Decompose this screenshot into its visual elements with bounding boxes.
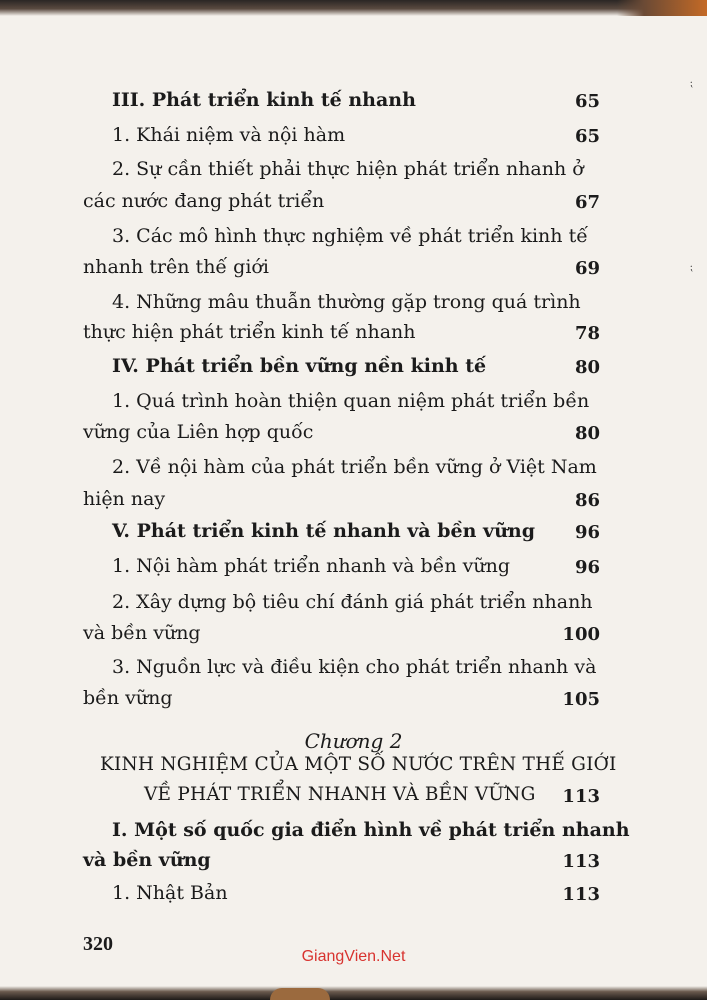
watermark: GiangVien.Net <box>301 948 406 965</box>
toc-entry-page: 86 <box>574 490 600 511</box>
toc-entry-title: 2. Xây dựng bộ tiêu chí đánh giá phát triển nhanh <box>112 591 593 613</box>
toc-entry-page: 80 <box>574 423 600 444</box>
toc-entry-title: 2. Về nội hàm của phát triển bền vững ở Việt Nam <box>112 456 597 478</box>
toc-entry-title: 1. Nội hàm phát triển nhanh và bền vững <box>112 555 511 577</box>
toc-entry-title: IV. Phát triển bền vững nền kinh tế <box>112 355 487 377</box>
toc-entry-page: 80 <box>574 357 600 378</box>
page-number: 320 <box>83 933 113 955</box>
chapter-page: 113 <box>562 786 600 807</box>
toc-entry-title: V. Phát triển kinh tế nhanh và bền vững <box>112 520 535 542</box>
finger-shadow <box>270 988 330 1000</box>
toc-entry-title-cont: và bền vững <box>83 622 201 644</box>
toc-entry-page: 96 <box>574 522 600 543</box>
toc-entry-title-cont: thực hiện phát triển kinh tế nhanh <box>83 321 416 343</box>
margin-mark: ⁏ <box>689 262 693 273</box>
toc-entry-title: 1. Khái niệm và nội hàm <box>112 124 346 146</box>
chapter-number: Chương 2 <box>304 729 403 753</box>
toc-entry-page: 100 <box>562 624 600 645</box>
toc-entry-page: 113 <box>562 851 600 872</box>
toc-entry-title: 1. Quá trình hoàn thiện quan niệm phát triển bền <box>112 390 590 412</box>
toc-entry-title-cont: nhanh trên thế giới <box>83 256 269 278</box>
toc-entry-title: 3. Các mô hình thực nghiệm về phát triển kinh tế <box>112 225 588 247</box>
toc-entry-page: 69 <box>574 258 600 279</box>
toc-entry-page: 96 <box>574 557 600 578</box>
toc-entry-title-cont: các nước đang phát triển <box>83 190 325 212</box>
margin-mark: ⁏ <box>689 78 693 89</box>
toc-entry-page: 67 <box>574 192 600 213</box>
toc-entry-title: 1. Nhật Bản <box>112 882 228 904</box>
toc-entry-title: 2. Sự cần thiết phải thực hiện phát triển nhanh ở <box>112 158 584 180</box>
toc-entry-title: III. Phát triển kinh tế nhanh <box>112 89 416 111</box>
toc-entry-page: 113 <box>562 884 600 905</box>
toc-entry-page: 105 <box>562 689 600 710</box>
toc-entry-title-cont: và bền vững <box>83 849 211 871</box>
toc-entry-page: 65 <box>574 126 600 147</box>
toc-entry-title-cont: hiện nay <box>83 488 166 510</box>
page-bottom-edge <box>0 986 707 1000</box>
chapter-title-line2: VỀ PHÁT TRIỂN NHANH VÀ BỀN VỮNG <box>144 784 536 805</box>
toc-entry-title-cont: bền vững <box>83 687 173 709</box>
toc-entry-title: 4. Những mâu thuẫn thường gặp trong quá trình <box>112 291 581 313</box>
chapter-title-line1: KINH NGHIỆM CỦA MỘT SỐ NƯỚC TRÊN THẾ GIỚI <box>100 754 617 775</box>
toc-entry-title: 3. Nguồn lực và điều kiện cho phát triển nhanh và <box>112 656 597 678</box>
toc-entry-title: I. Một số quốc gia điển hình về phát triển nhanh <box>112 819 630 841</box>
toc-entry-page: 65 <box>574 91 600 112</box>
toc-entry-page: 78 <box>574 323 600 344</box>
toc-entry-title-cont: vững của Liên hợp quốc <box>83 421 314 443</box>
